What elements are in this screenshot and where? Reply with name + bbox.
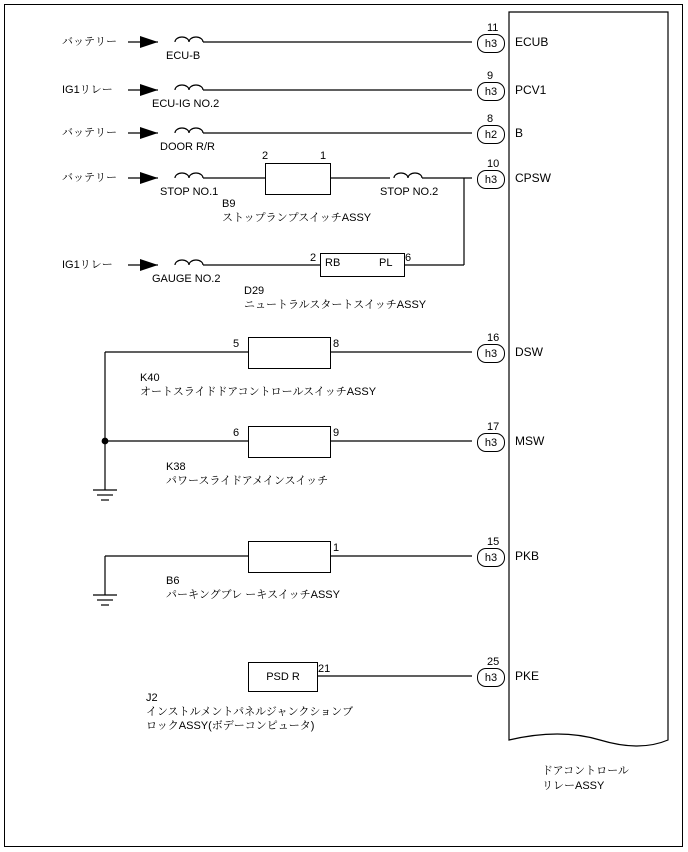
terminal-pin-5: 17 — [487, 421, 500, 433]
terminal-name-4: DSW — [515, 345, 543, 359]
label-d29-pl: PL — [379, 257, 393, 269]
pin-b6-right: 1 — [333, 542, 340, 554]
pin-d29-right: 6 — [405, 252, 412, 264]
terminal-name-5: MSW — [515, 434, 545, 448]
source-label-2: バッテリー — [62, 127, 117, 139]
pin-j2-right: 21 — [318, 663, 331, 675]
terminal-name-2: B — [515, 126, 524, 140]
terminal-connector-1: h3 — [477, 82, 505, 101]
terminal-connector-6: h3 — [477, 548, 505, 567]
terminal-pin-6: 15 — [487, 536, 500, 548]
terminal-name-6: PKB — [515, 549, 540, 563]
pin-b9-left: 2 — [262, 150, 269, 162]
pin-d29-left: 2 — [310, 252, 317, 264]
component-name-j2-line2: ロックASSY(ボデーコンピュータ) — [146, 720, 315, 732]
terminal-name-3: CPSW — [515, 171, 551, 185]
terminal-name-7: PKE — [515, 669, 540, 683]
stop-lamp-switch-box — [265, 163, 331, 195]
fuse-label-gauge-no2: GAUGE NO.2 — [152, 273, 221, 285]
auto-slide-door-switch-box — [248, 337, 331, 369]
component-code-k40: K40 — [140, 372, 160, 384]
terminal-connector-4: h3 — [477, 344, 505, 363]
component-name-b9: ストップランプスイッチASSY — [222, 212, 372, 224]
source-label-1: IG1リレー — [62, 84, 113, 96]
terminal-connector-0: h3 — [477, 34, 505, 53]
power-slide-door-main-switch-box — [248, 426, 331, 458]
psd-r-box: PSD R — [248, 662, 318, 692]
terminal-pin-0: 11 — [487, 22, 499, 34]
connector-caption-line1: ドアコントロール — [542, 765, 629, 777]
pin-k38-right: 9 — [333, 427, 340, 439]
terminal-pin-4: 16 — [487, 332, 500, 344]
component-name-b6: パーキングブレ ーキスイッチASSY — [166, 589, 340, 601]
source-label-4: IG1リレー — [62, 259, 113, 271]
fuse-label-ecu-ig-no2: ECU-IG NO.2 — [152, 98, 220, 110]
parking-brake-switch-box — [248, 541, 331, 573]
component-code-d29: D29 — [244, 285, 265, 297]
fuse-label-ecu-b: ECU-B — [166, 50, 201, 62]
terminal-pin-2: 8 — [487, 113, 494, 125]
component-code-b6: B6 — [166, 575, 180, 587]
fuse-label-stop-no2: STOP NO.2 — [380, 186, 439, 198]
fuse-label-stop-no1: STOP NO.1 — [160, 186, 219, 198]
source-arrows — [140, 36, 158, 271]
label-d29-rb: RB — [325, 257, 341, 269]
component-name-k38: パワースライドアメインスイッチ — [166, 475, 329, 487]
pin-b9-right: 1 — [320, 150, 327, 162]
component-name-j2-line1: インストルメントパネルジャンクションブ — [146, 706, 354, 718]
fuse-label-door-rr: DOOR R/R — [160, 141, 215, 153]
component-name-d29: ニュートラルスタートスイッチASSY — [244, 299, 427, 311]
terminal-connector-7: h3 — [477, 668, 505, 687]
terminal-pin-7: 25 — [487, 656, 500, 668]
terminal-connector-5: h3 — [477, 433, 505, 452]
terminal-connector-2: h2 — [477, 125, 505, 144]
source-label-0: バッテリー — [62, 36, 117, 48]
component-code-b9: B9 — [222, 198, 236, 210]
terminal-name-1: PCV1 — [515, 83, 547, 97]
terminal-connector-3: h3 — [477, 170, 505, 189]
component-code-j2: J2 — [146, 692, 158, 704]
component-code-k38: K38 — [166, 461, 186, 473]
pin-k40-right: 8 — [333, 338, 340, 350]
pin-k40-left: 5 — [233, 338, 240, 350]
source-label-3: バッテリー — [62, 172, 117, 184]
terminal-pin-3: 10 — [487, 158, 500, 170]
terminal-name-0: ECUB — [515, 35, 549, 49]
component-name-k40: オートスライドドアコントロールスイッチASSY — [140, 386, 377, 398]
pin-k38-left: 6 — [233, 427, 240, 439]
terminal-pin-1: 9 — [487, 70, 494, 82]
connector-caption-line2: リレーASSY — [542, 780, 605, 792]
